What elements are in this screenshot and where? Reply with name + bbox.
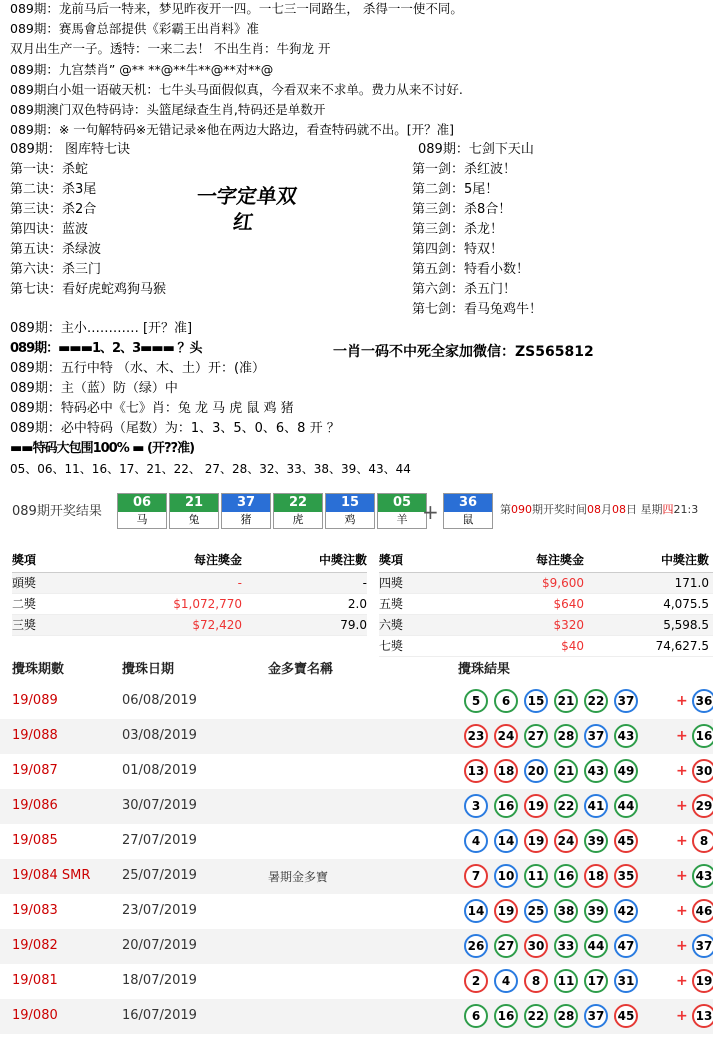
draw-date: 25/07/2019: [122, 868, 197, 883]
column-item: 第二诀：杀3尾: [10, 182, 97, 197]
table-row: [0, 719, 713, 754]
special-ball: [692, 934, 713, 958]
draw-id: 19/081: [12, 973, 58, 988]
prize-amount: -: [237, 576, 242, 590]
prize-amount: $1,072,770: [173, 597, 242, 611]
plus-sign: +: [676, 1008, 688, 1024]
ball-zodiac: 兔: [170, 512, 218, 527]
table-row: [0, 789, 713, 824]
draw-date: 03/08/2019: [122, 728, 197, 743]
special-ball: [443, 493, 493, 529]
lottery-ball: 22: [524, 1004, 548, 1028]
text-line: 089期：必中特码（尾数）为：1、3、5、0、6、8 开 ？: [10, 421, 340, 436]
prize-name: 四獎: [379, 576, 404, 590]
next-draw-info: [500, 501, 698, 517]
lottery-ball: 19: [524, 794, 548, 818]
draw-balls: [464, 794, 638, 818]
ball-zodiac: 猪: [222, 512, 270, 527]
lottery-ball: 28: [554, 724, 578, 748]
prize-winners: 171.0: [674, 576, 709, 590]
result-ball: [377, 493, 427, 529]
lottery-ball: 19: [494, 899, 518, 923]
col-header: 中獎注數: [660, 553, 709, 567]
text-line: 089期：九宫禁肖” @** **@**牛**@**对**@: [10, 62, 274, 77]
table-row: [0, 859, 713, 894]
text-line: 双月出生产一子。透特：一来二去！ 不出生肖：牛狗龙 开: [10, 41, 331, 56]
draw-date: 01/08/2019: [122, 763, 197, 778]
col-header: 每注獎金: [193, 553, 242, 567]
draw-date: 06/08/2019: [122, 693, 197, 708]
ball-number: 05: [378, 494, 426, 512]
prize-table-left: [12, 548, 367, 636]
lottery-ball: 38: [554, 899, 578, 923]
special-ball: [692, 829, 713, 853]
lottery-ball: 18: [494, 759, 518, 783]
result-title: 089期开奖结果: [12, 504, 102, 519]
column-item: 第七诀：看好虎蛇鸡狗马猴: [10, 282, 167, 297]
draw-balls: [464, 829, 638, 853]
draw-balls: [464, 969, 638, 993]
lottery-ball: 44: [584, 934, 608, 958]
plus-sign: +: [676, 798, 688, 814]
next-draw-day: 08: [612, 503, 626, 516]
result-ball: [169, 493, 219, 529]
special-ball: [692, 969, 713, 993]
next-draw-weekday: 四: [662, 503, 674, 516]
prize-winners: 4,075.5: [663, 597, 709, 611]
table-row: [0, 964, 713, 999]
lottery-ball: 19: [524, 829, 548, 853]
column-item: 第五剑：特看小数！: [412, 262, 530, 277]
lottery-ball: 26: [464, 934, 488, 958]
lottery-ball: 25: [524, 899, 548, 923]
special-ball: [692, 759, 713, 783]
special-ball: [692, 864, 713, 888]
draw-date: 27/07/2019: [122, 833, 197, 848]
draw-date: 18/07/2019: [122, 973, 197, 988]
ball-zodiac: 马: [118, 512, 166, 527]
lottery-ball: 21: [554, 759, 578, 783]
text-line: 089期：五行中特 （水、木、土）开：(准）: [10, 361, 266, 376]
lottery-ball: 43: [584, 759, 608, 783]
lottery-ball: 37: [584, 1004, 608, 1028]
text-line: 089期：主（蓝）防（绿）中: [10, 381, 178, 396]
result-ball: [117, 493, 167, 529]
prize-row: [379, 615, 713, 636]
draw-id: 19/087: [12, 763, 58, 778]
prize-amount: $320: [553, 618, 584, 632]
lottery-ball: 11: [554, 969, 578, 993]
lottery-ball: 36: [692, 689, 713, 713]
lottery-ball: 6: [494, 689, 518, 713]
table-row: [0, 684, 713, 719]
lottery-ball: 17: [584, 969, 608, 993]
draw-id: 19/082: [12, 938, 58, 953]
handwritten-note: [191, 183, 298, 235]
draw-date: 20/07/2019: [122, 938, 197, 953]
column-item: 第二剑：5尾！: [412, 182, 499, 197]
lottery-ball: 37: [614, 689, 638, 713]
prize-amount: $640: [553, 597, 584, 611]
draw-balls: [464, 899, 638, 923]
draw-date: 16/07/2019: [122, 1008, 197, 1023]
prize-name: 二獎: [12, 597, 37, 611]
text-line: 089期澳门双色特码诗：头篮尾绿查生肖,特码还是单数开: [10, 102, 326, 117]
handwritten-line: 红: [231, 210, 255, 234]
prize-name: 五獎: [379, 597, 404, 611]
special-ball: [692, 794, 713, 818]
special-ball: [692, 689, 713, 713]
lottery-ball: 43: [692, 864, 713, 888]
prize-name: 頭獎: [12, 576, 37, 590]
prize-row: [379, 573, 713, 594]
lottery-ball: 4: [464, 829, 488, 853]
draw-id: 19/088: [12, 728, 58, 743]
column-item: 第六剑：杀五门！: [412, 282, 517, 297]
result-ball: [273, 493, 323, 529]
result-ball: [221, 493, 271, 529]
lottery-ball: 18: [584, 864, 608, 888]
table-row: [0, 754, 713, 789]
ball-number: 21: [170, 494, 218, 512]
ball-number: 06: [118, 494, 166, 512]
draw-id: 19/089: [12, 693, 58, 708]
lottery-ball: 28: [554, 1004, 578, 1028]
draw-id: 19/080: [12, 1008, 58, 1023]
column-item: 第七剑：看马兔鸡牛！: [412, 302, 543, 317]
ball-number: 36: [444, 494, 492, 512]
prize-row: [12, 594, 367, 615]
plus-sign: +: [676, 728, 688, 744]
prize-row: [12, 615, 367, 636]
lottery-ball: 16: [692, 724, 713, 748]
column-item: 第三诀：杀2合: [10, 202, 97, 217]
lottery-ball: 22: [554, 794, 578, 818]
next-draw-text: 日 星期: [626, 503, 663, 516]
column-item: 第四诀：蓝波: [10, 222, 89, 237]
text-line: 089期：赛馬會总部提供《彩霸王出肖料》准: [10, 21, 259, 36]
text-line: 089期：龙前马后一特来，梦见昨夜开一四。一七三一同路生， 杀得一一使不同。: [10, 1, 463, 16]
result-ball: [325, 493, 375, 529]
prize-name: 七獎: [379, 639, 404, 653]
number-list: 05、06、11、16、17、21、22、 27、28、32、33、38、39、43、44: [10, 462, 411, 476]
lottery-ball: 33: [554, 934, 578, 958]
lottery-ball: 13: [464, 759, 488, 783]
col-header: 獎項: [12, 553, 37, 567]
draw-date: 23/07/2019: [122, 903, 197, 918]
text-line: 089期：※ 一句解特码※无错记录※他在两边大路边，看查特码就不出。[开？准]: [10, 122, 455, 137]
lottery-ball: 45: [614, 829, 638, 853]
prize-winners: 5,598.5: [663, 618, 709, 632]
result-ball: [443, 493, 493, 529]
lottery-ball: 16: [494, 794, 518, 818]
next-draw-number: 090: [511, 503, 532, 516]
plus-sign: +: [676, 693, 688, 709]
ball-zodiac: 羊: [378, 512, 426, 527]
draw-balls: [464, 934, 638, 958]
prize-winners: 74,627.5: [655, 639, 709, 653]
lottery-ball: 24: [494, 724, 518, 748]
col-header: 中獎注數: [318, 553, 367, 567]
draw-id: 19/084 SMR: [12, 868, 91, 883]
lottery-ball: 41: [584, 794, 608, 818]
lottery-ball: 11: [524, 864, 548, 888]
lottery-ball: 16: [494, 1004, 518, 1028]
prize-amount: $72,420: [192, 618, 242, 632]
lottery-ball: 10: [494, 864, 518, 888]
lottery-ball: 3: [464, 794, 488, 818]
tuku-seven-column: [10, 140, 166, 300]
col-header: 攪珠結果: [458, 662, 511, 677]
next-draw-text: 期开奖时间: [532, 503, 587, 516]
lottery-ball: 19: [692, 969, 713, 993]
lottery-ball: 16: [554, 864, 578, 888]
lottery-ball: 15: [524, 689, 548, 713]
prize-row: [379, 636, 713, 657]
lottery-ball: 27: [524, 724, 548, 748]
special-ball: [692, 724, 713, 748]
table-row: [0, 999, 713, 1034]
draw-balls: [464, 689, 638, 713]
next-draw-month: 08: [587, 503, 601, 516]
text-line: ▬▬特码大包围100% ▬ (开??准): [10, 441, 195, 456]
draw-balls: [464, 724, 638, 748]
lottery-ball: 13: [692, 1004, 713, 1028]
column-title: 089期： 图库特七诀: [10, 142, 130, 157]
column-item: 第一诀：杀蛇: [10, 162, 89, 177]
prize-name: 六獎: [379, 618, 404, 632]
lottery-ball: 31: [614, 969, 638, 993]
prize-table-right: [379, 548, 713, 657]
lottery-ball: 45: [614, 1004, 638, 1028]
seven-swords-column: [412, 140, 542, 320]
lottery-ball: 2: [464, 969, 488, 993]
text-line: 089期白小姐一语破天机：七牛头马面假似真，今看双来不求单。费力从来不讨好.: [10, 82, 463, 97]
ball-zodiac: 鼠: [444, 512, 492, 527]
draw-balls: [464, 864, 638, 888]
plus-sign: +: [676, 833, 688, 849]
text-line: 089期：特码必中《七》肖：兔 龙 马 虎 鼠 鸡 猪: [10, 401, 294, 416]
plus-sign: +: [422, 500, 439, 524]
special-ball: [692, 899, 713, 923]
prize-amount: $9,600: [542, 576, 584, 590]
column-title: 089期：七剑下天山: [418, 142, 534, 157]
lottery-ball: 8: [692, 829, 713, 853]
wechat-banner: 一肖一码不中死全家加微信：ZS565812: [333, 344, 594, 360]
special-ball: [692, 1004, 713, 1028]
plus-sign: +: [676, 903, 688, 919]
lottery-ball: 37: [584, 724, 608, 748]
lottery-ball: 29: [692, 794, 713, 818]
ball-zodiac: 虎: [274, 512, 322, 527]
lottery-ball: 6: [464, 1004, 488, 1028]
prize-winners: -: [362, 576, 367, 590]
lottery-ball: 39: [584, 899, 608, 923]
draw-id: 19/085: [12, 833, 58, 848]
next-draw-text: 月: [601, 503, 612, 516]
lottery-ball: 42: [614, 899, 638, 923]
lottery-ball: 43: [614, 724, 638, 748]
table-row: [0, 894, 713, 929]
plus-sign: +: [676, 973, 688, 989]
ball-zodiac: 鸡: [326, 512, 374, 527]
lottery-ball: 37: [692, 934, 713, 958]
lottery-ball: 7: [464, 864, 488, 888]
lottery-ball: 35: [614, 864, 638, 888]
lottery-ball: 22: [584, 689, 608, 713]
lottery-ball: 44: [614, 794, 638, 818]
col-header: 獎項: [379, 553, 404, 567]
lottery-ball: 47: [614, 934, 638, 958]
lottery-ball: 39: [584, 829, 608, 853]
next-draw-time: 21:3: [673, 503, 699, 516]
draw-balls: [464, 759, 638, 783]
table-row: [0, 824, 713, 859]
column-item: 第五诀：杀绿波: [10, 242, 102, 257]
plus-sign: +: [676, 938, 688, 954]
lottery-ball: 30: [524, 934, 548, 958]
prize-winners: 2.0: [347, 597, 367, 611]
history-table: [0, 684, 713, 1034]
draw-date: 30/07/2019: [122, 798, 197, 813]
column-item: 第四剑：特双！: [412, 242, 504, 257]
ball-number: 37: [222, 494, 270, 512]
column-item: 第三剑：杀8合！: [412, 202, 512, 217]
text-line: 089期：主小………… [开？准]: [10, 321, 193, 336]
lottery-ball: 46: [692, 899, 713, 923]
lottery-ball: 49: [614, 759, 638, 783]
plus-sign: +: [676, 763, 688, 779]
draw-balls: [464, 1004, 638, 1028]
prize-row: [379, 594, 713, 615]
table-row: [0, 929, 713, 964]
lottery-ball: 20: [524, 759, 548, 783]
prize-amount: $40: [561, 639, 584, 653]
jackpot-name: 暑期金多寶: [268, 870, 329, 884]
prize-winners: 79.0: [340, 618, 367, 632]
col-header: 每注獎金: [535, 553, 584, 567]
lottery-ball: 14: [464, 899, 488, 923]
draw-id: 19/083: [12, 903, 58, 918]
lottery-ball: 5: [464, 689, 488, 713]
column-item: 第六诀：杀三门: [10, 262, 102, 277]
lottery-ball: 23: [464, 724, 488, 748]
text-line: 089期：▬▬▬1、2、3▬▬▬ ？头: [10, 341, 202, 356]
prize-name: 三獎: [12, 618, 37, 632]
lottery-ball: 24: [554, 829, 578, 853]
col-header: 攪珠日期: [122, 662, 175, 677]
draw-id: 19/086: [12, 798, 58, 813]
lottery-ball: 30: [692, 759, 713, 783]
ball-number: 15: [326, 494, 374, 512]
column-item: 第一剑：杀红波！: [412, 162, 517, 177]
lottery-ball: 27: [494, 934, 518, 958]
column-item: 第三剑：杀龙！: [412, 222, 504, 237]
handwritten-line: 一字定单双: [195, 184, 299, 208]
result-balls: [117, 493, 427, 529]
col-header: 攪珠期數: [12, 662, 65, 677]
lottery-ball: 14: [494, 829, 518, 853]
lottery-ball: 4: [494, 969, 518, 993]
col-header: 金多寶名稱: [268, 662, 334, 677]
ball-number: 22: [274, 494, 322, 512]
prize-row: [12, 573, 367, 594]
lottery-ball: 8: [524, 969, 548, 993]
plus-sign: +: [676, 868, 688, 884]
lottery-ball: 21: [554, 689, 578, 713]
next-draw-text: 第: [500, 503, 511, 516]
